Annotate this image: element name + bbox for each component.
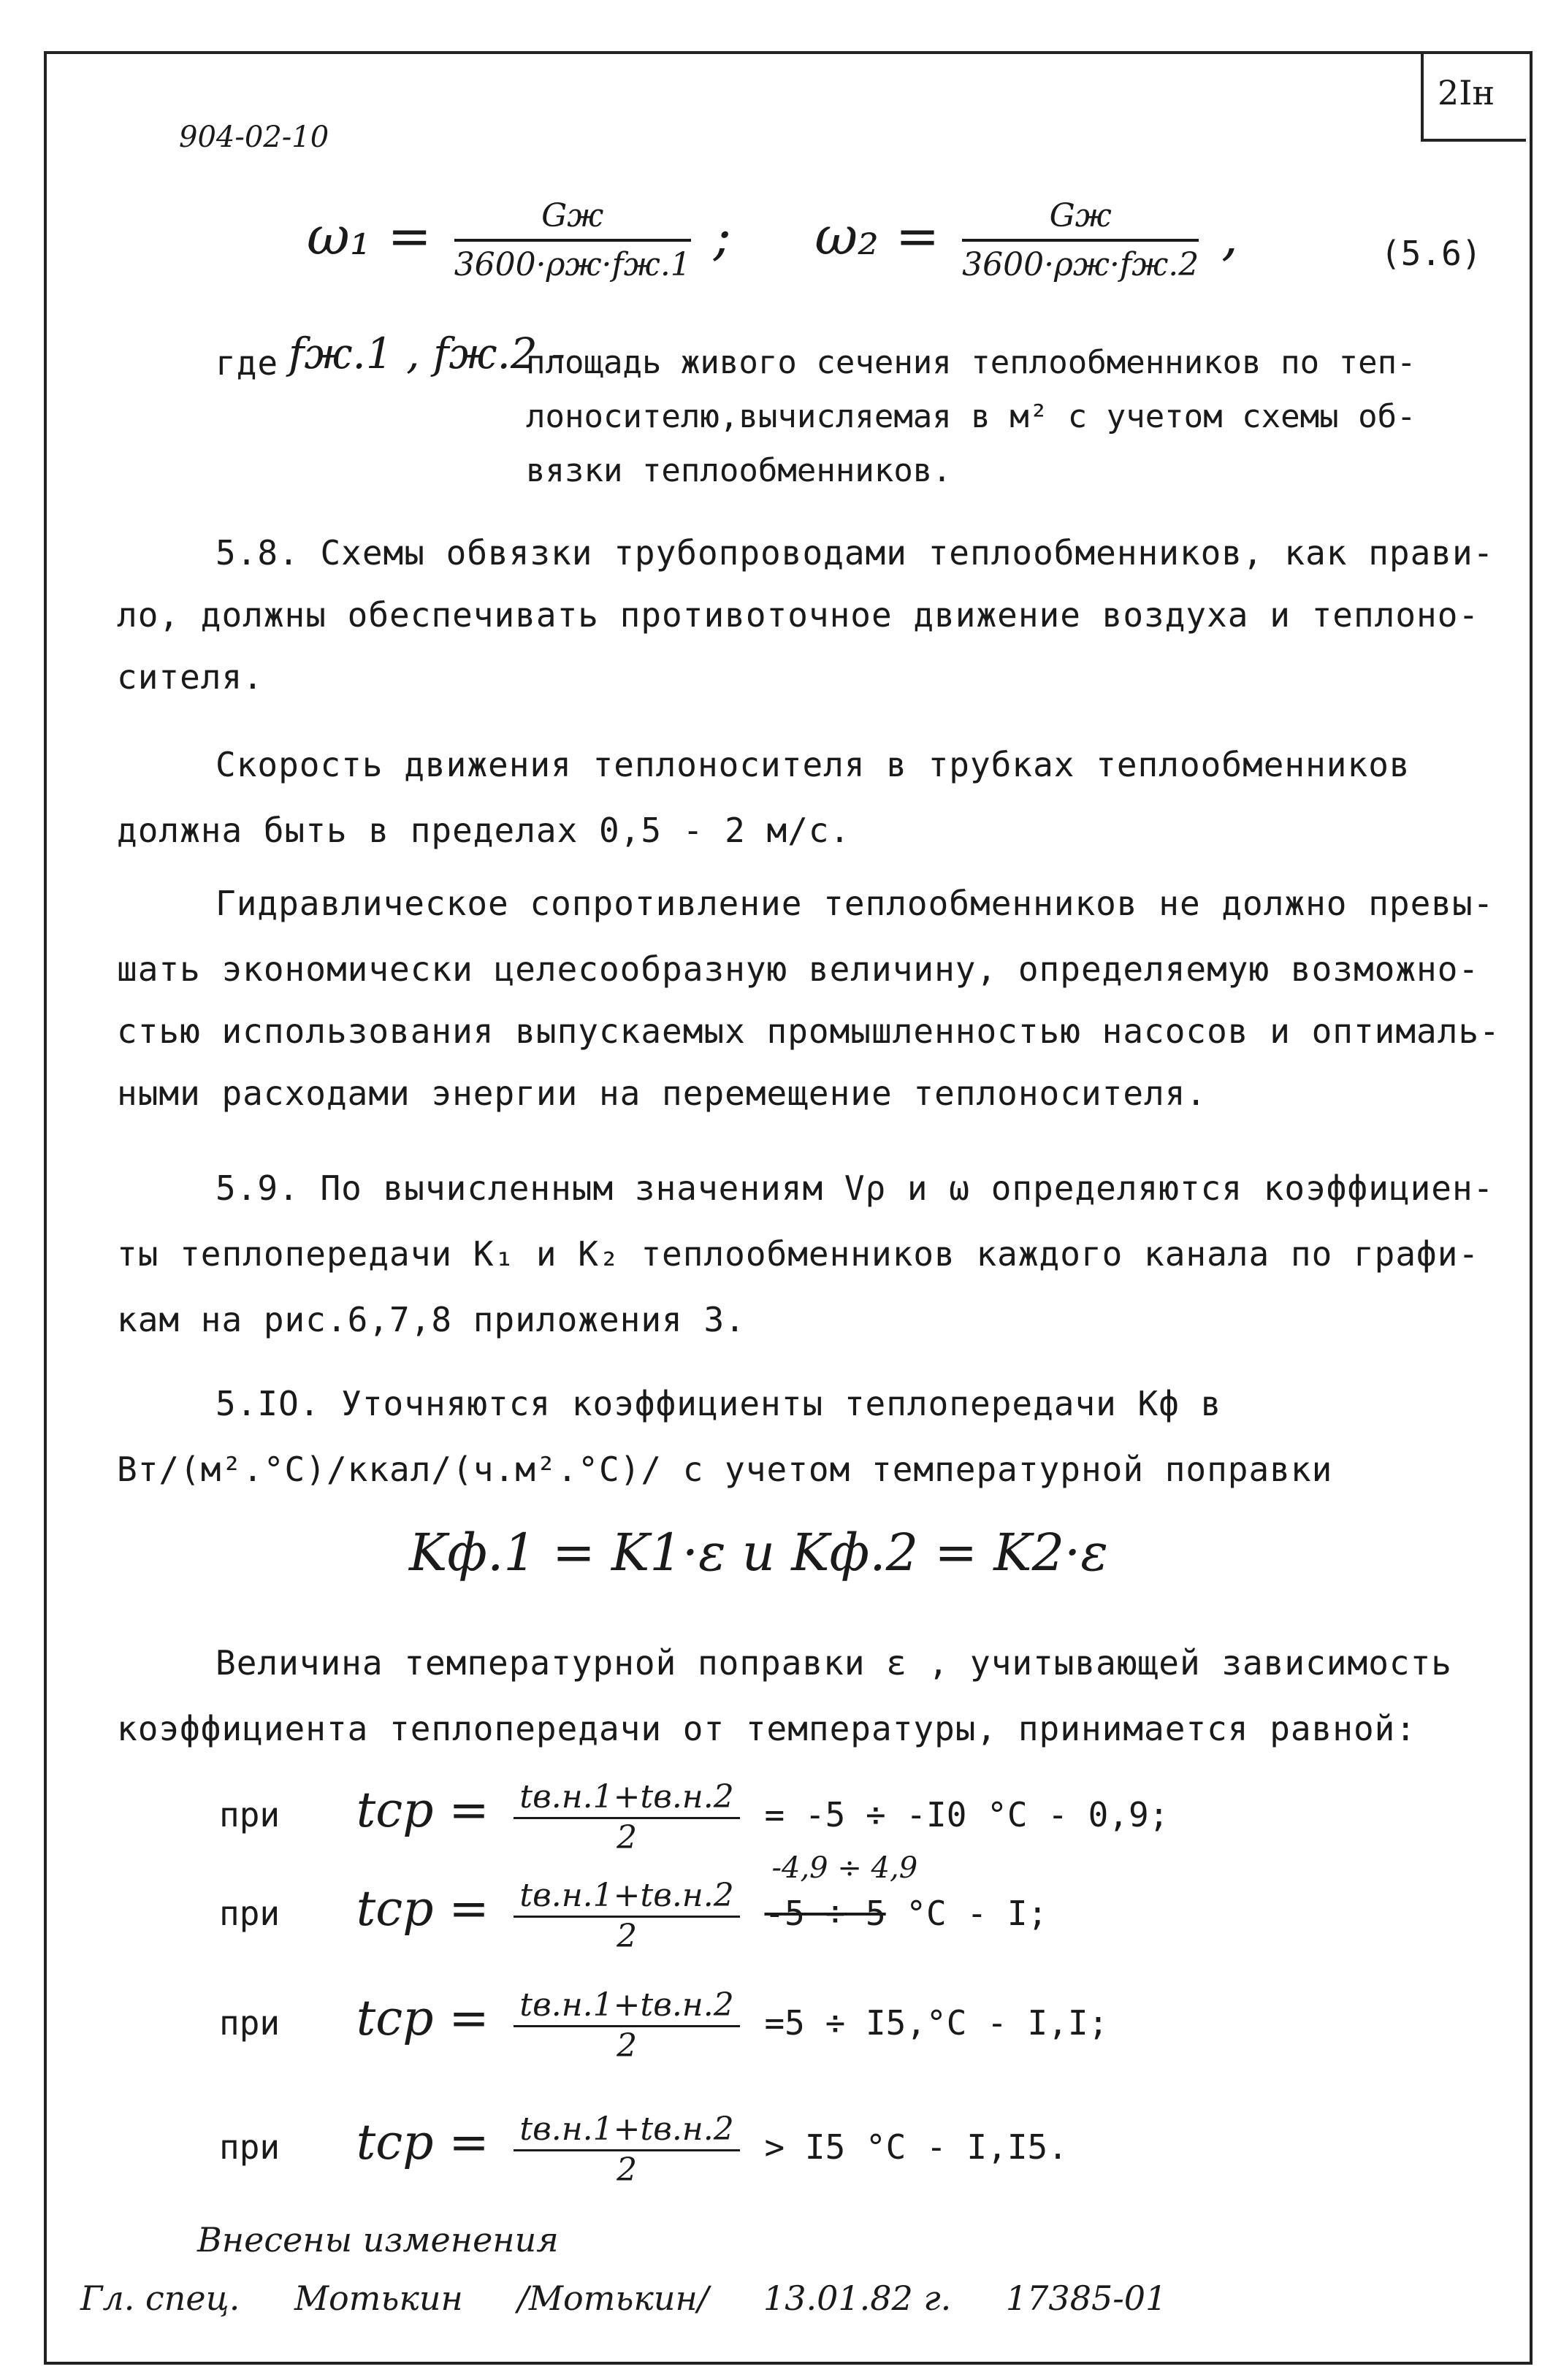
condition-2: при tср = tв.н.1+tв.н.2 2 -4,9 ÷ 4,9 -5 ÷ 5 °С - I; bbox=[219, 1851, 1048, 1955]
p-speed-line-1: Скорость движения теплоносителя в трубках теплообменников bbox=[215, 745, 1411, 784]
p510-line-2: Вт/(м².°С)/ккал/(ч.м².°С)/ с учетом температурной поправки bbox=[117, 1450, 1333, 1489]
p510-line-1: 5.IO. Уточняются коэффициенты теплопередачи Kф в bbox=[215, 1384, 1222, 1423]
doc-number: 904-02-10 bbox=[179, 120, 329, 154]
p-hydr-line-2: шать экономически целесообразную величину, определяемую возможно- bbox=[117, 949, 1480, 989]
signature-line bbox=[80, 2278, 1210, 2318]
p59-line-1: 5.9. По вычисленным значениям Vρ и ω определяются коэффициен- bbox=[215, 1168, 1495, 1208]
chief-specialist: Гл. спец. bbox=[80, 2278, 240, 2318]
page-number: 2Iн bbox=[1438, 73, 1495, 112]
changes-note: Внесены изменения bbox=[197, 2220, 559, 2260]
p58-line-3: сителя. bbox=[117, 657, 264, 697]
p59-line-3: кам на рис.6,7,8 приложения 3. bbox=[117, 1300, 746, 1339]
signer-name: /Мотькин/ bbox=[517, 2278, 709, 2318]
condition-1: при tср = tв.н.1+tв.н.2 2 = -5 ÷ -I0 °С - 0,9; bbox=[219, 1778, 1169, 1856]
condition-3: при tср = tв.н.1+tв.н.2 2 =5 ÷ I5,°С - I,I; bbox=[219, 1986, 1109, 2065]
correction-above: -4,9 ÷ 4,9 bbox=[771, 1851, 918, 1885]
formula-5-6: ω₁ = $\frac{Gж}{3600\cdot\rho ж\cdot fж.1}$ ; ω₂ = $\frac{Gж}{3600\cdot\rho ж\cdot fж.2}$ , bbox=[307, 197, 1238, 283]
p-hydr-line-1: Гидравлическое сопротивление теплообменников не должно превы- bbox=[215, 884, 1495, 923]
struck-range: -5 ÷ 5 bbox=[764, 1894, 886, 1933]
p-eps-line-1: Величина температурной поправки ε , учитывающей зависимость bbox=[215, 1643, 1452, 1683]
omega-2: ω₂ = bbox=[814, 205, 940, 267]
condition-4: при tср = tв.н.1+tв.н.2 2 > I5 °С - I,I5. bbox=[219, 2111, 1068, 2189]
p58-line-2: ло, должны обеспечивать противоточное движение воздуха и теплоно- bbox=[117, 595, 1480, 635]
where-definition: площадь живого сечения теплообменников по теп- лоносителю,вычисляемая в м² с учетом схемы об- вязки теплообменников. bbox=[526, 344, 1416, 489]
formula-kf: Kф.1 = K1·ε и Kф.2 = K2·ε bbox=[409, 1523, 1108, 1583]
fraction-w2: $\frac{Gж}{3600\cdot\rho ж\cdot fж.2}$ bbox=[962, 197, 1199, 283]
change-date: 13.01.82 г. bbox=[763, 2278, 952, 2318]
p-eps-line-2: коэффициента теплопередачи от температуры, принимается равной: bbox=[117, 1709, 1417, 1748]
omega-1: ω₁ = bbox=[307, 205, 432, 267]
p-hydr-line-3: стью использования выпускаемых промышленностью насосов и оптималь- bbox=[117, 1011, 1500, 1051]
p58-line-1: 5.8. Схемы обвязки трубопроводами теплообменников, как прави- bbox=[215, 533, 1495, 573]
signature: Мотькин bbox=[294, 2278, 463, 2318]
equation-number: (5.6) bbox=[1381, 234, 1482, 273]
p-speed-line-2: должна быть в пределах 0,5 - 2 м/с. bbox=[117, 811, 851, 850]
p-hydr-line-4: ными расходами энергии на перемещение теплоносителя. bbox=[117, 1074, 1207, 1113]
where-symbols: fж.1 , fж.2 - bbox=[289, 329, 565, 378]
fraction-w1: $\frac{Gж}{3600\cdot\rho ж\cdot fж.1}$ bbox=[454, 197, 691, 283]
where-prefix: где bbox=[215, 343, 279, 383]
change-code: 17385-01 bbox=[1005, 2278, 1167, 2318]
p59-line-2: ты теплопередачи K₁ и K₂ теплообменников каждого канала по графи- bbox=[117, 1234, 1480, 1274]
